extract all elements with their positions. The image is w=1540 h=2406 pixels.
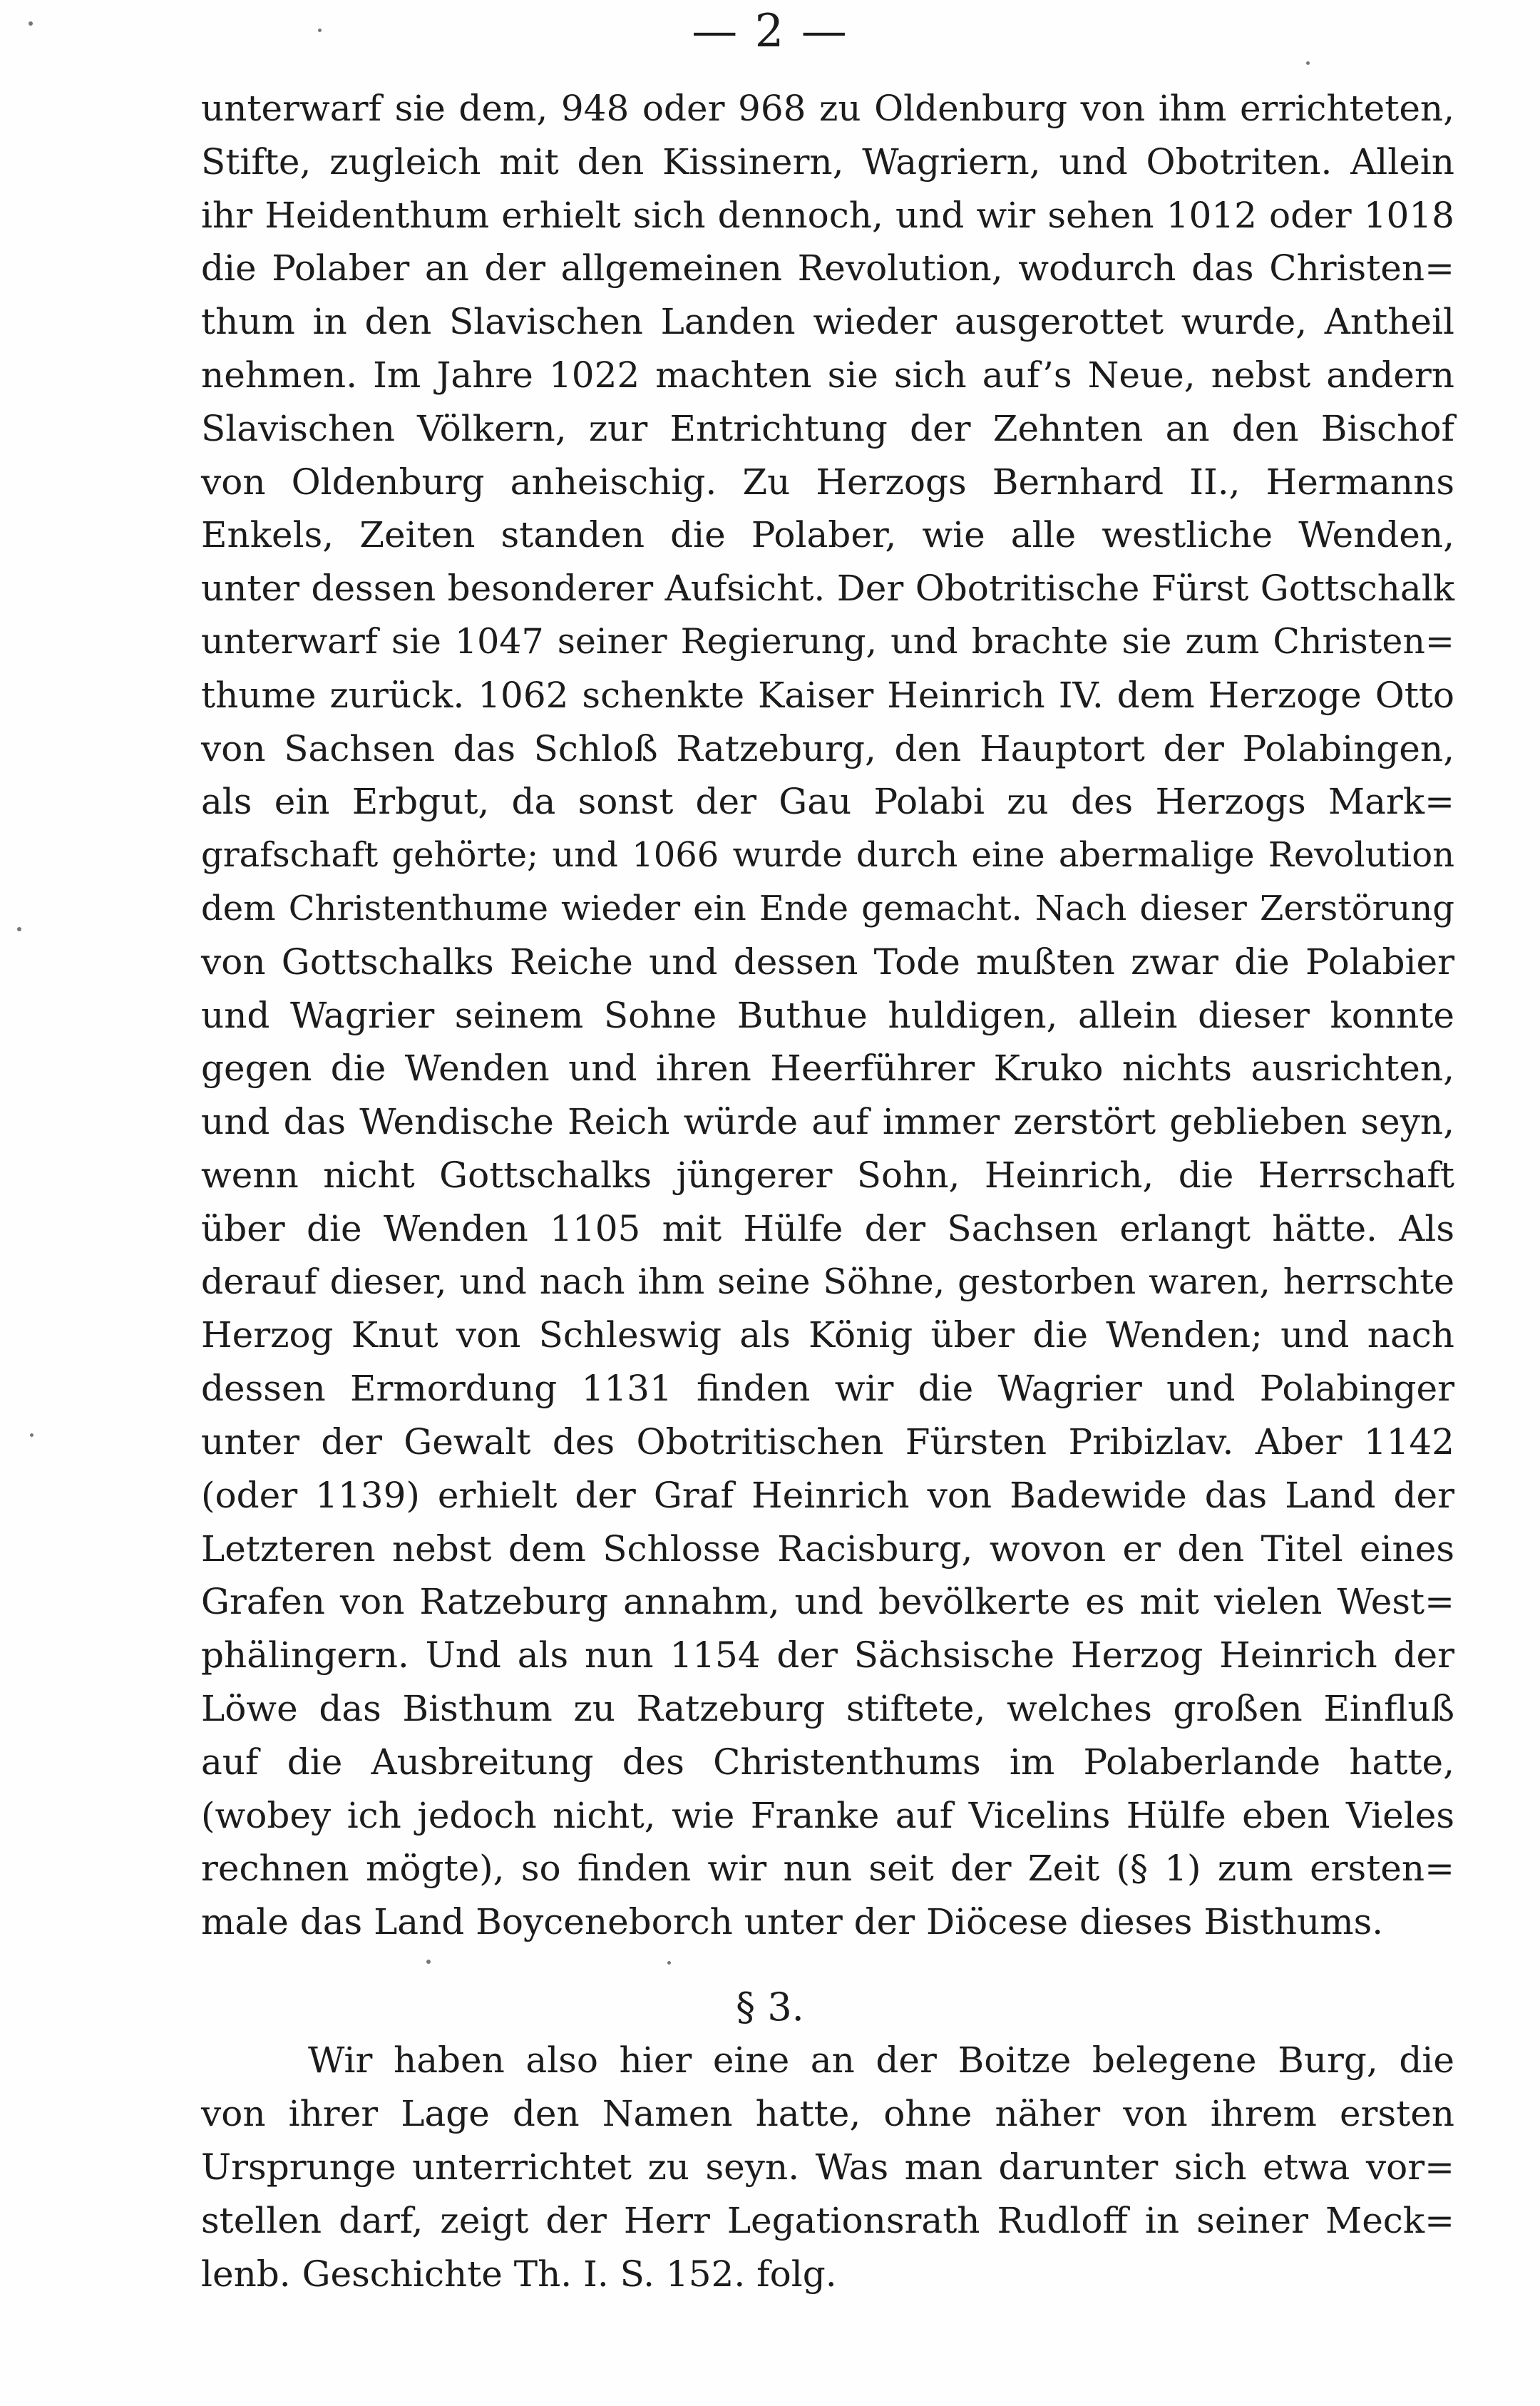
text-line: ihr Heidenthum erhielt sich dennoch, und wir sehen 1012 oder 1018 (201, 194, 1454, 236)
text-line: Löwe das Bisthum zu Ratzeburg stiftete, welches großen Einfluß (201, 1687, 1454, 1729)
scan-speck (30, 1433, 34, 1437)
text-line: auf die Ausbreitung des Christenthums im Polaberlande hatte, (201, 1741, 1454, 1783)
scan-speck (1306, 61, 1310, 65)
text-line: von Gottschalks Reiche und dessen Tode mußten zwar die Polabier (201, 941, 1454, 983)
scan-speck (17, 927, 21, 931)
text-line: unter dessen besonderer Aufsicht. Der Obotritische Fürst Gottschalk (201, 568, 1454, 610)
text-line: über die Wenden 1105 mit Hülfe der Sachsen erlangt hätte. Als (201, 1207, 1454, 1249)
text-line: Enkels, Zeiten standen die Polaber, wie alle westliche Wenden, (201, 514, 1454, 556)
text-line: thum in den Slavischen Landen wieder ausgerottet wurde, Antheil (201, 301, 1454, 343)
scan-speck (667, 1961, 671, 1965)
text-line: (wobey ich jedoch nicht, wie Franke auf Vicelins Hülfe eben Vieles (201, 1794, 1454, 1836)
text-line: thume zurück. 1062 schenkte Kaiser Heinrich IV. dem Herzoge Otto (201, 674, 1454, 716)
text-line: von Sachsen das Schloß Ratzeburg, den Hauptort der Polabingen, (201, 727, 1454, 769)
text-line: Stifte, zugleich mit den Kissinern, Wagriern, und Obotriten. Allein (201, 140, 1454, 183)
text-line: lenb. Geschichte Th. I. S. 152. folg. (201, 2253, 837, 2295)
text-line: von Oldenburg anheischig. Zu Herzogs Bernhard II., Hermanns (201, 461, 1454, 503)
text-line: und das Wendische Reich würde auf immer zerstört geblieben seyn, (201, 1101, 1454, 1143)
text-line: unter der Gewalt des Obotritischen Fürsten Pribizlav. Aber 1142 (201, 1420, 1454, 1463)
text-line: Herzog Knut von Schleswig als König über die Wenden; und nach (201, 1314, 1454, 1356)
text-line: die Polaber an der allgemeinen Revolution, wodurch das Christen= (201, 247, 1454, 290)
text-line: Wir haben also hier eine an der Boitze belegene Burg, die (308, 2039, 1454, 2081)
text-line: von ihrer Lage den Namen hatte, ohne näher von ihrem ersten (201, 2093, 1454, 2134)
text-line: rechnen mögte), so finden wir nun seit der Zeit (§ 1) zum ersten= (201, 1848, 1454, 1890)
text-line: grafschaft gehörte; und 1066 wurde durch eine abermalige Revolution (201, 835, 1454, 876)
scan-speck (426, 1960, 431, 1964)
text-line: phälingern. Und als nun 1154 der Sächsische Herzog Heinrich der (201, 1634, 1454, 1676)
scan-speck (318, 29, 322, 32)
section-heading: § 3. (736, 1985, 804, 2029)
page-number: — 2 — (692, 5, 848, 58)
text-line: Letzteren nebst dem Schlosse Racisburg, wovon er den Titel eines (201, 1527, 1454, 1570)
text-line: dem Christenthume wieder ein Ende gemacht. Nach dieser Zerstörung (201, 888, 1454, 928)
text-line: wenn nicht Gottschalks jüngerer Sohn, Heinrich, die Herrschaft (201, 1154, 1454, 1196)
text-line: Ursprunge unterrichtet zu seyn. Was man darunter sich etwa vor= (201, 2146, 1454, 2188)
text-line: dessen Ermordung 1131 finden wir die Wagrier und Polabinger (201, 1368, 1454, 1410)
text-line: und Wagrier seinem Sohne Buthue huldigen, allein dieser konnte (201, 994, 1454, 1036)
text-line: unterwarf sie dem, 948 oder 968 zu Oldenburg von ihm errichteten, (201, 88, 1454, 129)
text-line: nehmen. Im Jahre 1022 machten sie sich auf’s Neue, nebst andern (201, 354, 1454, 396)
paragraph-1 (201, 82, 1454, 1949)
text-line: Grafen von Ratzeburg annahm, und bevölkerte es mit vielen West= (201, 1581, 1454, 1623)
scan-speck (29, 21, 33, 26)
text-line: gegen die Wenden und ihren Heerführer Kruko nichts ausrichten, (201, 1048, 1454, 1090)
paragraph-2 (201, 2034, 1454, 2301)
text-line: derauf dieser, und nach ihm seine Söhne, gestorben waren, herrschte (201, 1261, 1454, 1302)
text-line: unterwarf sie 1047 seiner Regierung, und brachte sie zum Christen= (201, 620, 1454, 662)
text-line: stellen darf, zeigt der Herr Legationsrath Rudloff in seiner Meck= (201, 2200, 1454, 2241)
text-line: (oder 1139) erhielt der Graf Heinrich von Badewide das Land der (201, 1474, 1454, 1516)
text-line: Slavischen Völkern, zur Entrichtung der Zehnten an den Bischof (201, 407, 1454, 449)
text-line: als ein Erbgut, da sonst der Gau Polabi zu des Herzogs Mark= (201, 781, 1454, 823)
text-line: male das Land Boyceneborch unter der Diöcese dieses Bisthums. (201, 1901, 1384, 1943)
